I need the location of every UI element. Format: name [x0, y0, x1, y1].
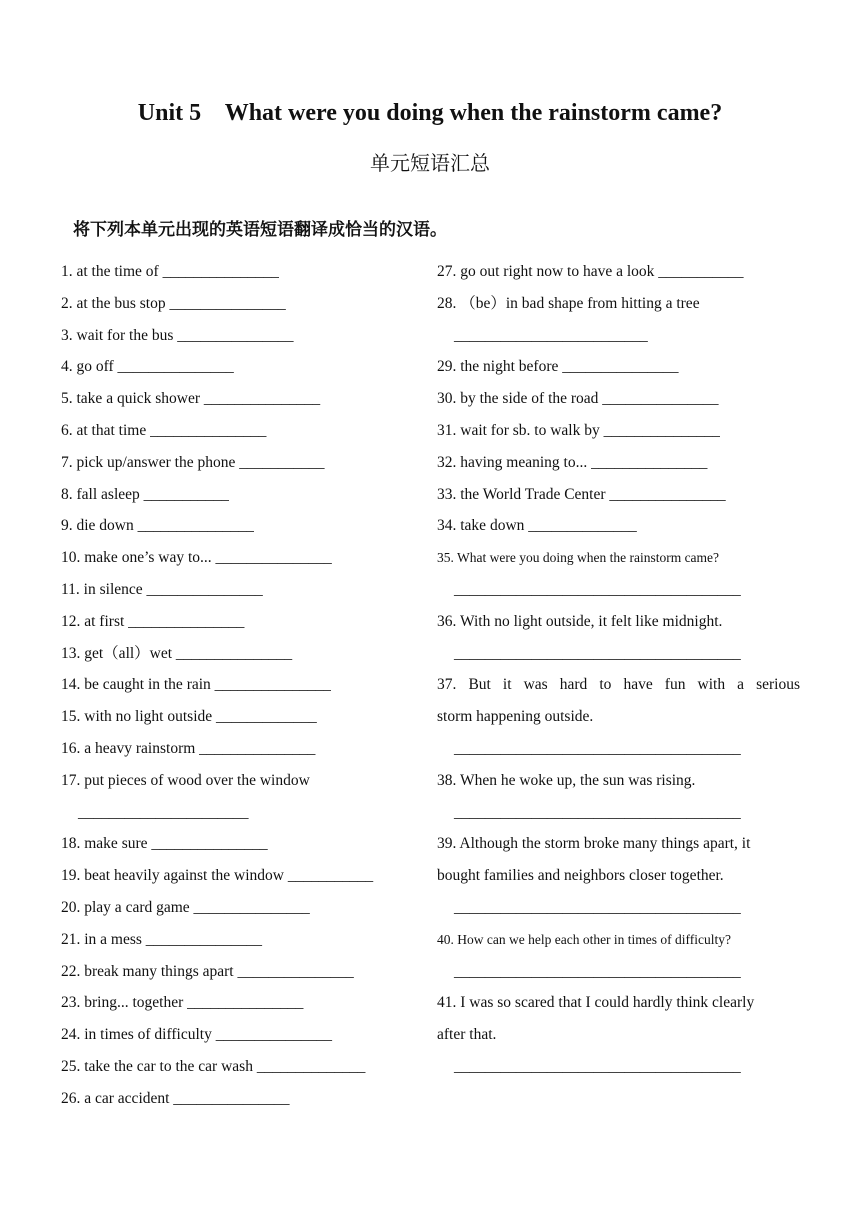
- exercise-item: 18. make sure _______________: [61, 835, 268, 853]
- exercise-item: 32. having meaning to... _______________: [437, 453, 708, 471]
- exercise-item: 5. take a quick shower _______________: [61, 390, 321, 408]
- exercise-item: 6. at that time _______________: [61, 421, 267, 439]
- instruction-text: 将下列本单元出现的英语短语翻译成恰当的汉语。: [73, 220, 447, 240]
- exercise-item: 37. But it was hard to have fun with a serious: [437, 676, 800, 694]
- exercise-item: 22. break many things apart _______________: [61, 962, 354, 980]
- answer-line: _____________________________________: [454, 739, 741, 757]
- exercise-item: 20. play a card game _______________: [61, 898, 310, 916]
- page-title: Unit 5 What were you doing when the rainstorm came?: [137, 100, 723, 126]
- exercise-item: 36. With no light outside, it felt like midnight.: [437, 612, 723, 630]
- page-subtitle: 单元短语汇总: [370, 151, 490, 175]
- exercise-item: 21. in a mess _______________: [61, 930, 263, 948]
- exercise-item: 25. take the car to the car wash ______________: [61, 1057, 366, 1075]
- answer-line: _____________________________________: [454, 580, 741, 598]
- exercise-item: 38. When he woke up, the sun was rising.: [437, 771, 696, 789]
- exercise-item: 28. （be）in bad shape from hitting a tree: [437, 294, 700, 312]
- left-column: [61, 262, 421, 1121]
- exercise-item: 29. the night before _______________: [437, 358, 679, 376]
- exercise-item: 9. die down _______________: [61, 517, 254, 535]
- exercise-item: 8. fall asleep ___________: [61, 485, 229, 503]
- exercise-item: after that.: [437, 1026, 497, 1044]
- exercise-item: 17. put pieces of wood over the window: [61, 771, 310, 789]
- exercise-item: 10. make one’s way to... _______________: [61, 549, 332, 567]
- exercise-item: 2. at the bus stop _______________: [61, 294, 286, 312]
- answer-line: _____________________________________: [454, 803, 741, 821]
- exercise-item: 16. a heavy rainstorm _______________: [61, 739, 316, 757]
- exercise-item: 35. What were you doing when the rainstorm came?: [437, 550, 720, 566]
- exercise-item: 24. in times of difficulty _______________: [61, 1026, 332, 1044]
- exercise-item: bought families and neighbors closer together.: [437, 867, 724, 885]
- exercise-item: 31. wait for sb. to walk by _______________: [437, 421, 720, 439]
- exercise-item: 14. be caught in the rain _______________: [61, 676, 331, 694]
- exercise-item: 40. How can we help each other in times of difficulty?: [437, 931, 732, 947]
- exercise-item: 34. take down ______________: [437, 517, 637, 535]
- exercise-item: 1. at the time of _______________: [61, 263, 279, 280]
- exercise-item: 3. wait for the bus _______________: [61, 326, 294, 344]
- exercise-item: 33. the World Trade Center _______________: [437, 485, 726, 503]
- exercise-item: 13. get（all）wet _______________: [61, 644, 293, 662]
- answer-line: _____________________________________: [454, 962, 741, 980]
- answer-line: _________________________: [454, 326, 648, 344]
- answer-line: _____________________________________: [454, 644, 741, 662]
- exercise-item: 7. pick up/answer the phone ___________: [61, 453, 325, 471]
- exercise-item: 26. a car accident _______________: [61, 1089, 290, 1107]
- exercise-item: storm happening outside.: [437, 708, 594, 726]
- exercise-item: 15. with no light outside _____________: [61, 708, 317, 726]
- answer-line: ______________________: [78, 803, 249, 821]
- exercise-item: 39. Although the storm broke many things apart, it: [437, 835, 751, 853]
- exercise-item: 12. at first _______________: [61, 612, 245, 630]
- answer-line: _____________________________________: [454, 1057, 741, 1075]
- exercise-item: 11. in silence _______________: [61, 580, 263, 598]
- exercise-item: 23. bring... together _______________: [61, 994, 304, 1012]
- exercise-item: 41. I was so scared that I could hardly think clearly: [437, 994, 755, 1012]
- exercise-item: 30. by the side of the road _______________: [437, 390, 719, 408]
- exercise-item: 4. go off _______________: [61, 358, 234, 376]
- right-column: [437, 262, 800, 1089]
- answer-line: _____________________________________: [454, 898, 741, 916]
- exercise-item: 19. beat heavily against the window ___________: [61, 867, 374, 885]
- exercise-item: 27. go out right now to have a look ___________: [437, 263, 744, 280]
